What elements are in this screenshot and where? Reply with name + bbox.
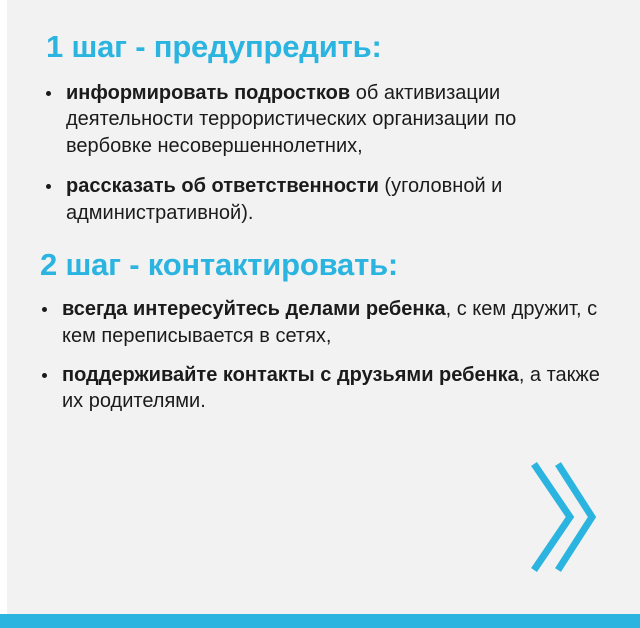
step-2-bullet-list <box>36 296 604 415</box>
step-1-bullet-list <box>36 80 604 226</box>
bullet-rest-text: об активизации деятельности террористических организации по вербовке несовершеннолетних, <box>66 82 517 157</box>
bullet-bold-text: информировать подростков <box>66 82 351 105</box>
step-2-heading: 2 шаг - контактировать: <box>40 247 399 283</box>
bullet-bold-text: поддерживайте контакты с друзьями ребенка <box>62 363 519 386</box>
step-2-block <box>36 248 604 415</box>
list-item <box>36 296 604 349</box>
list-item <box>36 80 604 159</box>
step-1-heading: 1 шаг - предупредить: <box>46 29 382 64</box>
bullet-rest-text: (уголовной и административной). <box>66 175 503 224</box>
bullet-bold-text: всегда интересуйтесь делами ребенка <box>62 298 446 321</box>
list-item <box>36 173 604 226</box>
left-edge-strip <box>0 0 7 628</box>
list-item <box>36 362 604 415</box>
bottom-accent-bar <box>0 614 640 628</box>
double-chevron-right-icon <box>530 458 596 576</box>
bullet-bold-text: рассказать об ответственности <box>66 175 379 198</box>
step-1-block <box>36 30 604 226</box>
bullet-rest-text: , а также их родителями. <box>62 363 600 413</box>
bullet-rest-text: , с кем дружит, с кем переписывается в сетях, <box>62 298 598 347</box>
